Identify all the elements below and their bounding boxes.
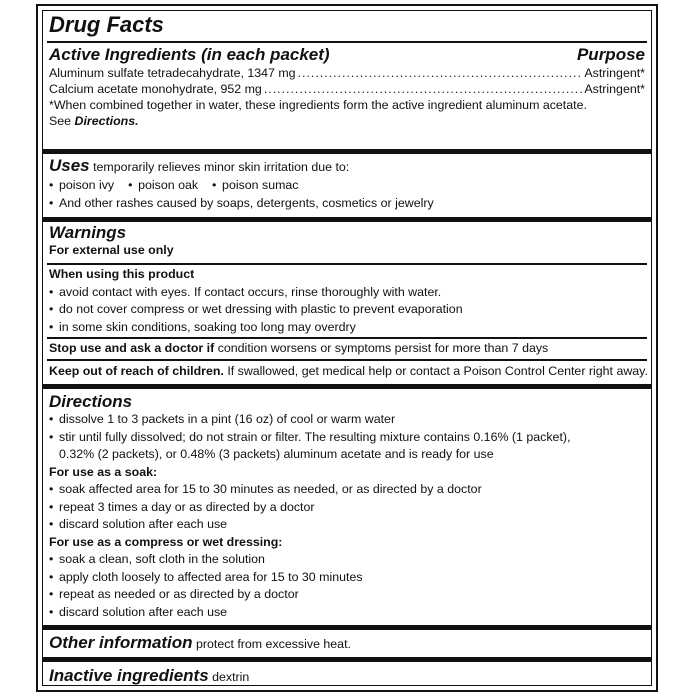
- section-divider: [43, 149, 651, 154]
- list-item: poison ivy: [59, 178, 115, 192]
- stop-use-line: Stop use and ask a doctor if condition worsens or symptoms persist for more than 7 days: [49, 341, 549, 355]
- warnings-heading: Warnings: [49, 223, 127, 242]
- uses-section: [49, 156, 645, 212]
- list-item: • stir until fully dissolved; do not strain or filter. The resulting mixture contains 0.16% (1 packet),: [49, 429, 571, 444]
- ingredient-row: [49, 65, 645, 81]
- list-item: • discard solution after each use: [49, 517, 228, 531]
- list-item: • dissolve 1 to 3 packets in a pint (16 oz) of cool or warm water: [49, 412, 396, 426]
- list-item: poison oak: [138, 178, 199, 192]
- active-footnote: *When combined together in water, these ingredients form the active ingredient aluminum acetate.: [49, 98, 587, 112]
- section-divider: [43, 384, 651, 389]
- list-item: • repeat as needed or as directed by a doctor: [49, 587, 299, 601]
- see-directions: See Directions.: [49, 114, 139, 128]
- when-using-block: [49, 266, 645, 336]
- drug-facts-panel: [36, 4, 658, 692]
- inactive-ingredients: Inactive ingredients dextrin: [49, 666, 250, 685]
- section-divider: [43, 217, 651, 222]
- ingredient-name: Calcium acetate monohydrate, 952 mg: [49, 82, 262, 96]
- list-item: • discard solution after each use: [49, 604, 228, 619]
- list-item: poison sumac: [222, 178, 299, 192]
- list-item: • avoid contact with eyes. If contact occurs, rinse thoroughly with water.: [49, 284, 442, 299]
- ingredient-name: Aluminum sulfate tetradecahydrate, 1347 mg: [49, 66, 296, 80]
- purpose-heading: Purpose: [576, 45, 645, 64]
- ingredient-purpose: Astringent*: [584, 82, 645, 96]
- section-divider: [43, 657, 651, 662]
- warnings-divider: [47, 263, 647, 265]
- ingredient-purpose: Astringent*: [584, 66, 645, 80]
- title-divider: [47, 41, 647, 43]
- directions-section: [49, 392, 645, 621]
- uses-list: • poison ivy • poison oak • poison sumac: [49, 178, 299, 192]
- drug-facts-inner-border: [42, 10, 652, 686]
- drug-facts-title: Drug Facts: [49, 12, 164, 37]
- section-divider: [43, 625, 651, 630]
- uses-intro: temporarily relieves minor skin irritation due to:: [89, 160, 350, 174]
- list-item: • do not cover compress or wet dressing with plastic to prevent evaporation: [49, 302, 463, 316]
- directions-heading: Directions: [49, 392, 133, 411]
- compress-heading: For use as a compress or wet dressing:: [49, 534, 283, 549]
- active-ingredients-heading: Active Ingredients (in each packet): [49, 45, 330, 64]
- list-item-continuation: 0.32% (2 packets), or 0.48% (3 packets) aluminum acetate and is ready for use: [59, 447, 494, 461]
- warnings-divider: [47, 337, 647, 339]
- list-item: • repeat 3 times a day or as directed by a doctor: [49, 499, 315, 514]
- keep-out-line: Keep out of reach of children. If swallowed, get medical help or contact a Poison Control Center right away.: [49, 364, 648, 378]
- soak-heading: For use as a soak:: [49, 464, 158, 479]
- list-item: • soak affected area for 15 to 30 minutes as needed, or as directed by a doctor: [49, 482, 482, 496]
- external-use-only: For external use only: [49, 243, 174, 257]
- list-item: • apply cloth loosely to affected area for 15 to 30 minutes: [49, 569, 363, 584]
- active-ingredients-section: [49, 45, 645, 129]
- uses-heading: Uses: [49, 156, 90, 175]
- warnings-section: [49, 223, 645, 260]
- warnings-divider: [47, 359, 647, 361]
- list-item: • in some skin conditions, soaking too long may overdry: [49, 319, 356, 334]
- other-information: Other information protect from excessive heat.: [49, 633, 351, 652]
- ingredient-row: [49, 81, 645, 97]
- list-item: • soak a clean, soft cloth in the solution: [49, 552, 265, 566]
- list-item: • And other rashes caused by soaps, detergents, cosmetics or jewelry: [49, 195, 434, 210]
- when-using-heading: When using this product: [49, 267, 195, 281]
